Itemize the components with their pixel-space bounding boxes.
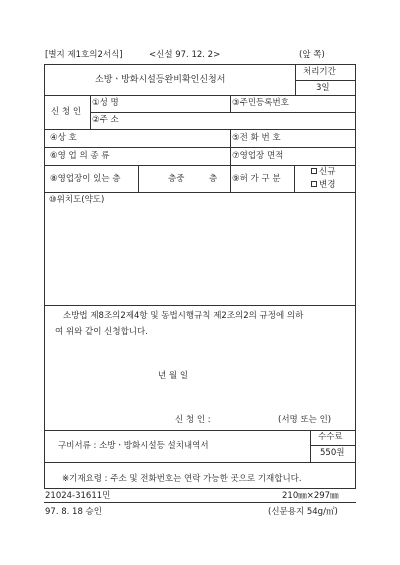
applicant-sign-label: 신 청 인 : [175, 415, 211, 425]
location-label: ⑩위치도(약도) [49, 195, 105, 205]
permit-change-checkbox[interactable] [311, 181, 317, 187]
business-type-label: ⑥영 업 의 종 류 [50, 151, 110, 161]
row-rule [295, 80, 355, 81]
row-rule [45, 129, 355, 130]
row-rule [45, 430, 355, 431]
row-rule [310, 445, 355, 446]
col-rule [230, 95, 231, 112]
fee-value: 550원 [320, 448, 345, 458]
col-rule [310, 430, 311, 462]
processing-period-label: 처리기간 [303, 67, 336, 77]
permit-change-label: 변경 [319, 180, 336, 190]
col-rule [90, 95, 91, 129]
form-number: [별지 제1호의2서식] [45, 50, 123, 60]
processing-period-value: 3일 [316, 83, 330, 93]
attachment-label: 구비서류 : 소방ㆍ방화시설등 설치내역서 [58, 441, 209, 451]
statement-line-2: 여 위와 같이 신청합니다. [55, 327, 148, 337]
col-rule [294, 165, 295, 192]
paper-size: 210㎜×297㎜ [282, 491, 339, 501]
business-area-label: ⑦영업장 면적 [232, 151, 284, 161]
row-rule [295, 95, 355, 96]
permit-new-checkbox[interactable] [311, 168, 317, 174]
approval-date: 97. 8. 18 승인 [45, 507, 102, 517]
row-rule [45, 165, 355, 166]
floor-label: ⑧영업장이 있는 층 [50, 174, 121, 184]
statement-line-1: 소방법 제8조의2제4항 및 동법시행규칙 제2조의2의 규정에 의하 [63, 311, 304, 321]
writing-guide-note: ※기재요령 : 주소 및 전화번호는 연락 가능한 곳으로 기재합니다. [62, 474, 302, 484]
row-rule [45, 192, 355, 193]
permit-new-label: 신규 [319, 167, 336, 177]
row-rule [90, 112, 355, 113]
row-rule [45, 147, 355, 148]
floor-unit-2: 층 [209, 174, 218, 184]
form-code: 21024-31611민 [45, 491, 111, 501]
form-title: 소방ㆍ방화시설등완비확인신청서 [95, 75, 226, 85]
col-rule [230, 129, 231, 192]
row-rule [45, 462, 355, 463]
applicant-label: 신 청 인 [51, 107, 82, 117]
signature-note: (서명 또는 인) [278, 415, 332, 425]
paper-type: (신문용지 54g/㎡) [268, 507, 338, 517]
address-label: ②주 소 [92, 115, 119, 125]
resident-no-label: ③주민등록번호 [232, 98, 289, 108]
row-rule [45, 95, 295, 96]
floor-unit-1: 층중 [168, 174, 185, 184]
row-rule [45, 305, 355, 306]
revision-note: <신설 97. 12. 2> [149, 50, 221, 60]
col-rule [295, 65, 296, 95]
page-side: (앞 쪽) [299, 50, 325, 60]
permit-type-label: ⑨허 가 구 분 [232, 174, 281, 184]
name-label: ①성 명 [92, 98, 119, 108]
phone-label: ⑤전 화 번 호 [232, 133, 281, 143]
fee-label: 수수료 [318, 432, 343, 442]
footer-rule [44, 502, 356, 503]
col-rule [138, 165, 139, 192]
trade-name-label: ④상 호 [50, 133, 77, 143]
date-line: 년 월 일 [158, 371, 189, 381]
